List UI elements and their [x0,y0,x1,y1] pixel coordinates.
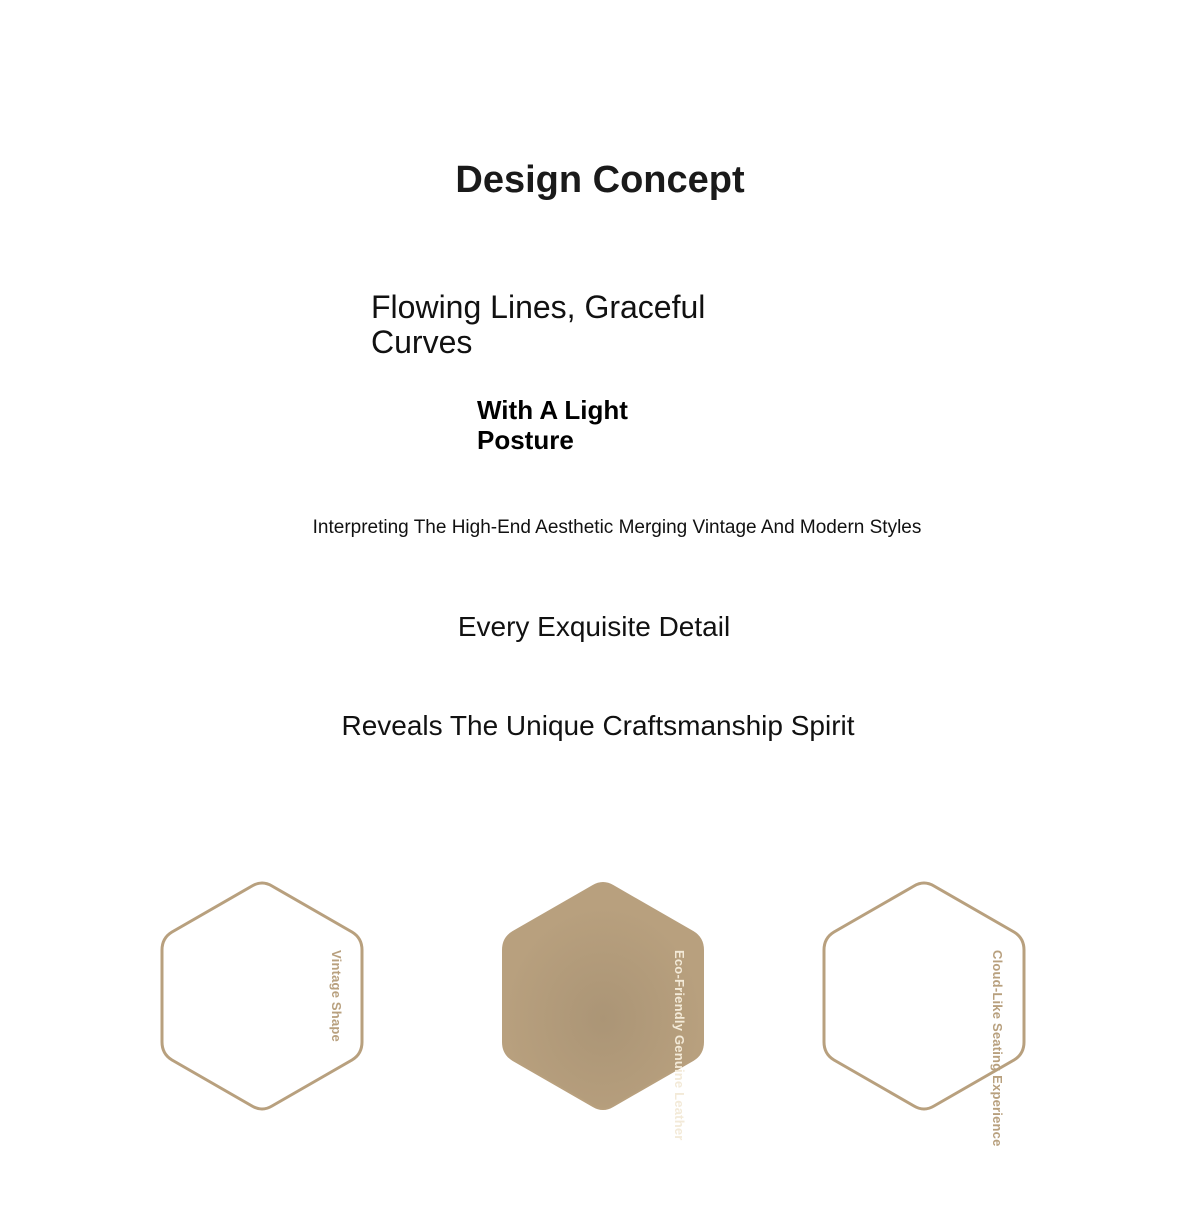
tagline-interpreting: Interpreting The High-End Aesthetic Merging Vintage And Modern Styles [312,517,922,538]
feature-label-cloud-seating: Cloud-Like Seating Experience [990,950,1005,1147]
headline-exquisite-detail: Every Exquisite Detail [457,611,731,642]
headline-craftsmanship: Reveals The Unique Craftsmanship Spirit [341,710,855,741]
headline-light-posture: With A Light Posture [477,395,628,455]
headline-flowing-lines: Flowing Lines, Graceful Curves [371,289,706,360]
page-title-text: Design Concept [455,159,745,201]
feature-label-genuine-leather: Eco-Friendly Genuine Leather [672,950,687,1141]
page-title [0,156,1200,204]
feature-label-vintage-shape: Vintage Shape [329,950,344,1042]
